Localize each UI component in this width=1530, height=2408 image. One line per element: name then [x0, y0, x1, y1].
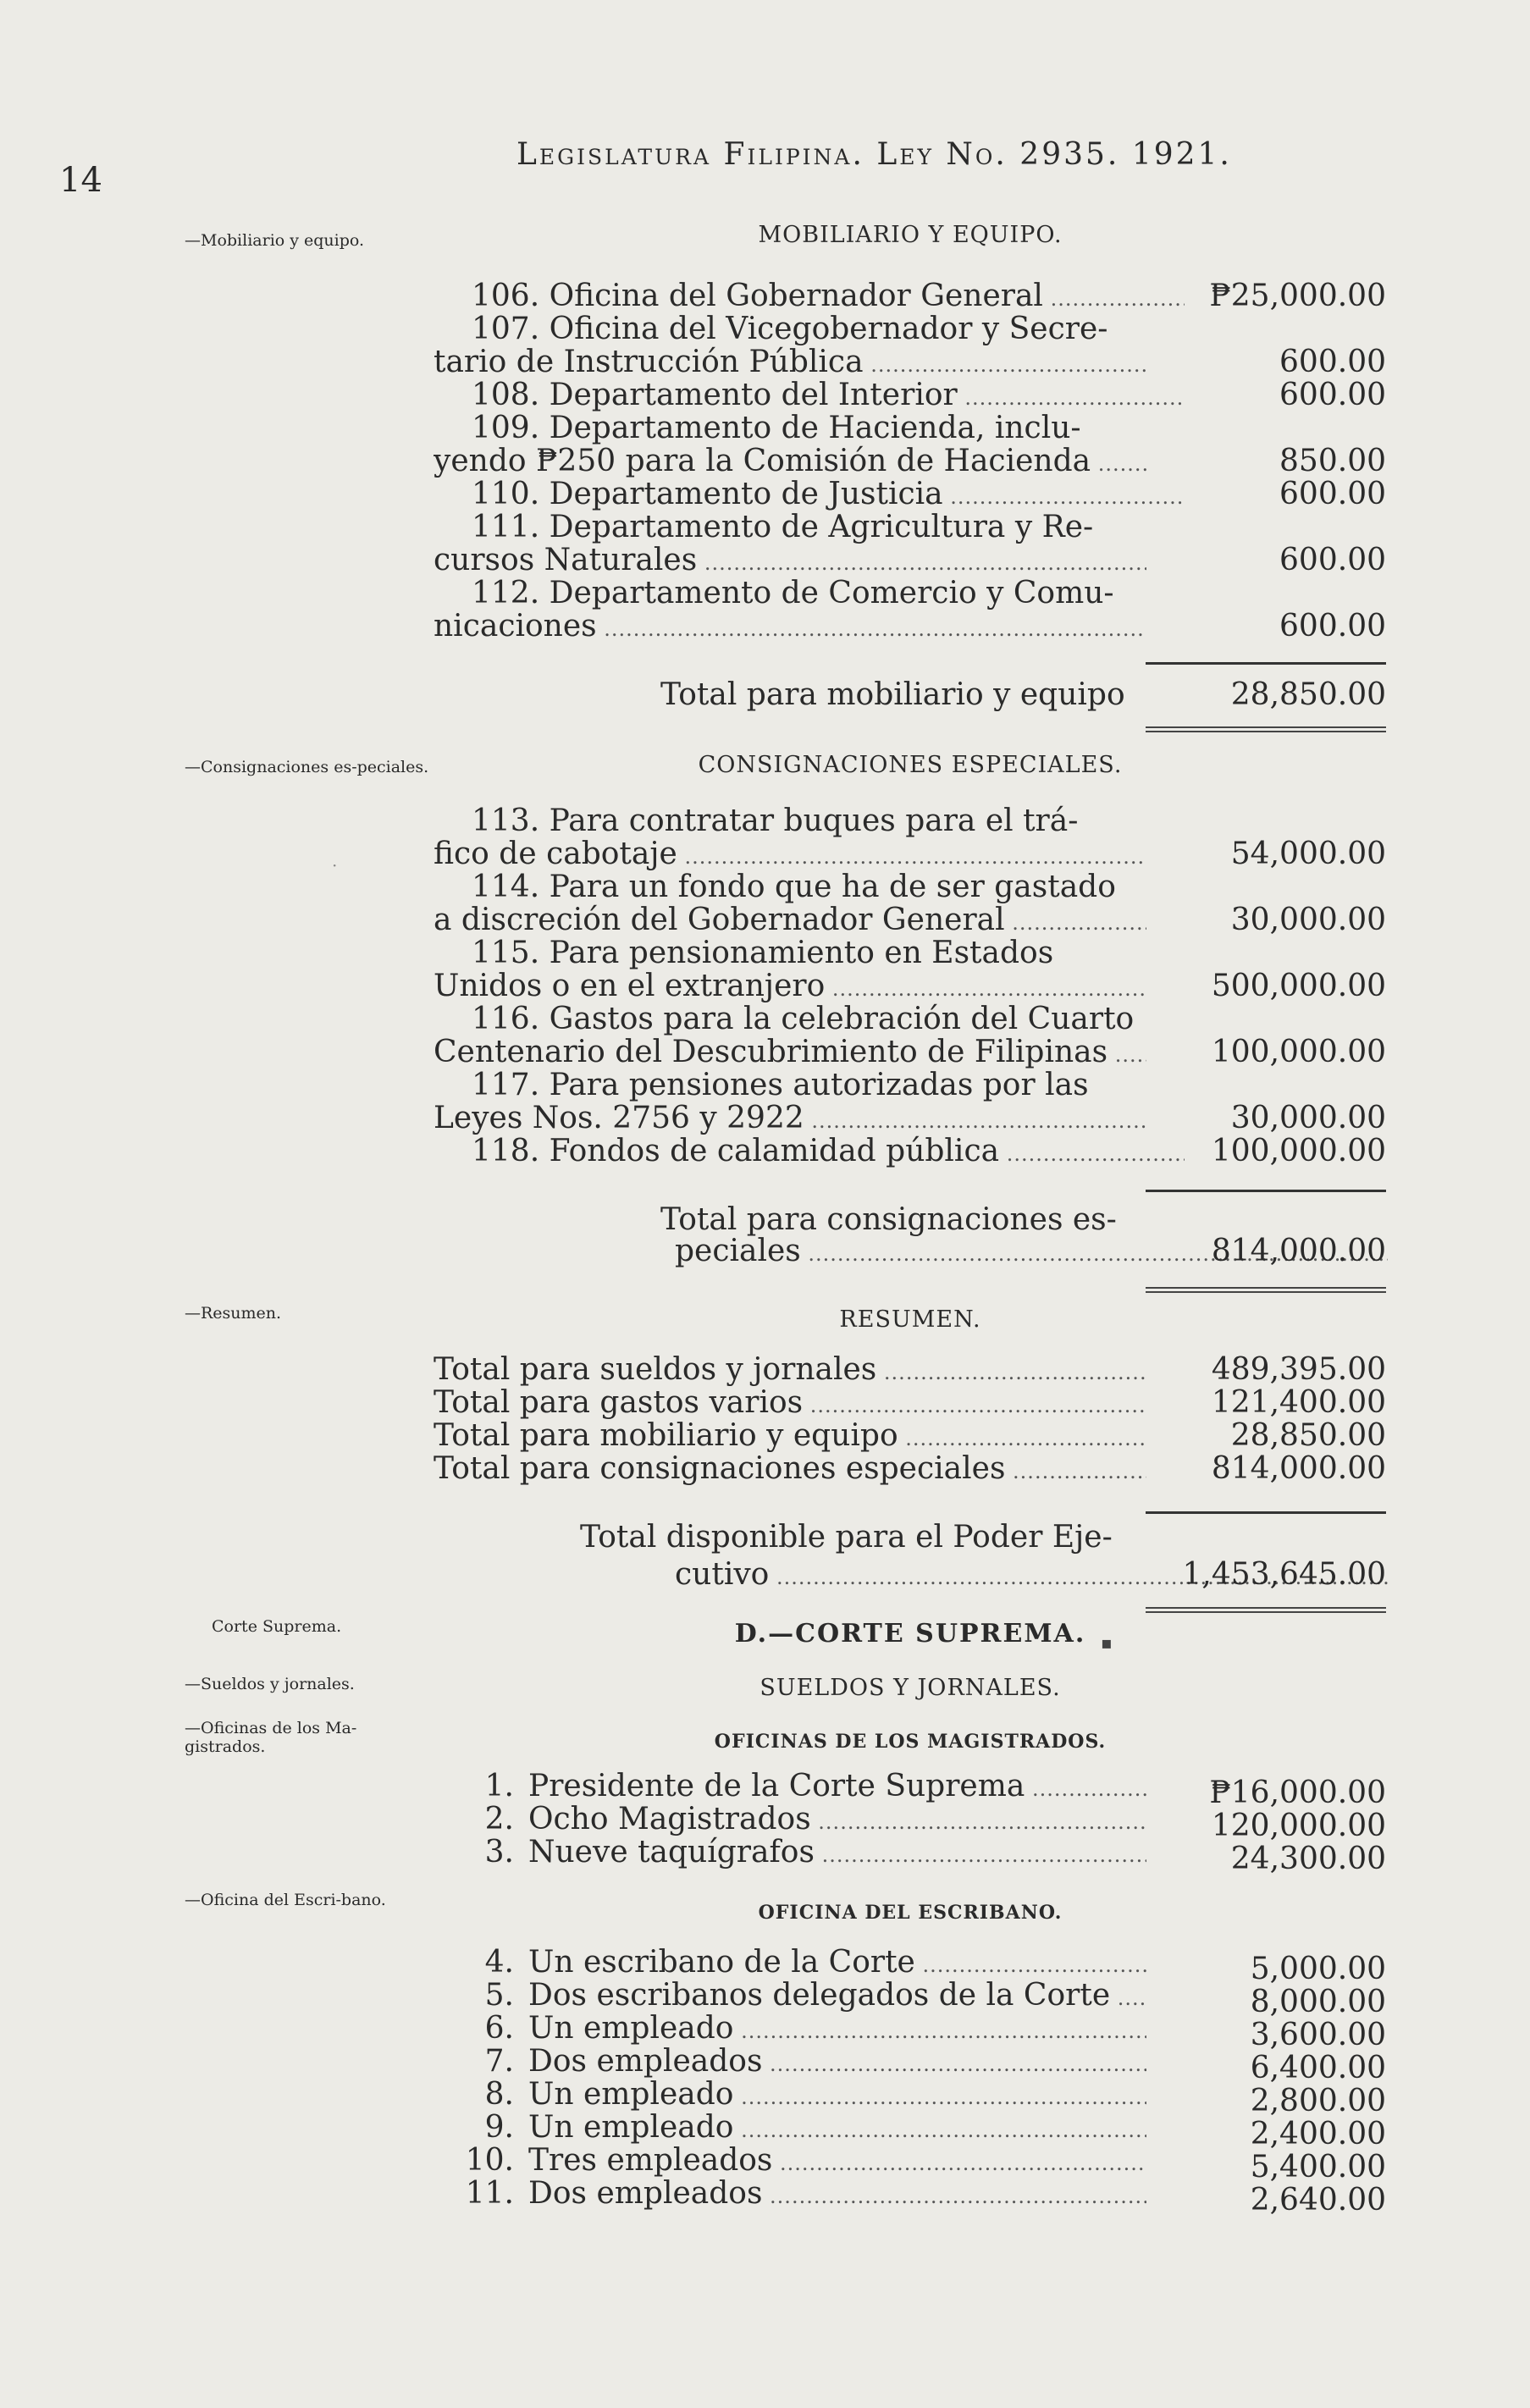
subtotal-rule: [1146, 1190, 1386, 1192]
list-item: [434, 936, 1386, 969]
item-amount: 24,300.00: [1230, 1842, 1386, 1876]
list-item: [434, 969, 1386, 1002]
total-double-rule: [1146, 726, 1386, 732]
item-text: 118. Fondos de calamidad pública .....: [434, 1135, 1185, 1171]
item-amount: 30,000.00: [1230, 903, 1386, 937]
heading-sueldos: SUELDOS Y JORNALES.: [759, 1675, 1061, 1701]
item-amount: 100,000.00: [1211, 1035, 1386, 1069]
list-item: [434, 445, 1386, 478]
item-text: Leyes Nos. 2756 y 2922 .....: [434, 1102, 1146, 1138]
item-amount: ₱16,000.00: [1209, 1776, 1386, 1810]
list-item: [434, 1353, 1386, 1386]
margin-note-escribano: —Oficina del Escri-bano.: [185, 1891, 386, 1909]
total-amount-consignaciones: 814,000.00: [1211, 1234, 1386, 1268]
item-text: fico de cabotaje .....: [434, 837, 1146, 874]
item-amount: 600.00: [1279, 378, 1386, 412]
item-amount: 2,400.00: [1250, 2117, 1386, 2151]
item-text: Centenario del Descubrimiento de Filipinas .....: [434, 1036, 1146, 1072]
item-amount: 600.00: [1279, 477, 1386, 511]
item-text: a discreción del Gobernador General .....: [434, 903, 1146, 940]
list-item: [434, 804, 1386, 837]
item-number: 1.: [484, 1769, 514, 1803]
list-resumen: [434, 1353, 1386, 1485]
list-item: [434, 1135, 1386, 1168]
item-text: Unidos o en el extranjero .....: [434, 969, 1146, 1006]
heading-corte: D.—CORTE SUPREMA.: [734, 1619, 1086, 1649]
item-amount: 30,000.00: [1230, 1101, 1386, 1135]
item-amount: 2,640.00: [1250, 2183, 1386, 2217]
list-item: [434, 1978, 1386, 2019]
item-text: Presidente de la Corte Suprema .....: [528, 1770, 1146, 1806]
item-text: Dos empleados .....: [528, 2177, 1146, 2213]
item-amount: 54,000.00: [1230, 837, 1386, 871]
item-text: tario de Instrucción Pública .....: [434, 345, 1146, 382]
page-number: 14: [59, 161, 102, 200]
item-text: 110. Departamento de Justicia .....: [434, 478, 1185, 514]
item-number: 4.: [484, 1945, 514, 1980]
list-item: [434, 1386, 1386, 1419]
heading-mobiliario: MOBILIARIO Y EQUIPO.: [758, 222, 1063, 248]
item-amount: 600.00: [1279, 609, 1386, 643]
list-item: [434, 2143, 1386, 2184]
list-item: [434, 1452, 1386, 1485]
item-text: nicaciones .....: [434, 610, 1146, 646]
margin-note-consignaciones: —Consignaciones es-peciales.: [185, 758, 429, 776]
list-item: [434, 577, 1386, 610]
item-amount: 8,000.00: [1250, 1985, 1386, 2019]
item-number: 6.: [484, 2011, 514, 2046]
item-text: Un empleado .....: [528, 2078, 1146, 2114]
item-text: 116. Gastos para la celebración del Cuarto: [472, 1002, 1135, 1036]
list-magistrados: [434, 1769, 1386, 1876]
total-amount-resumen: 1,453,645.00: [1182, 1557, 1386, 1592]
margin-note-magistrados: —Oficinas de los Ma-gistrados.: [185, 1719, 357, 1756]
item-amount: 5,400.00: [1250, 2150, 1386, 2184]
item-text: 107. Oficina del Vicegobernador y Secre-: [472, 312, 1108, 346]
subtotal-rule: [1146, 1511, 1386, 1514]
item-text: Dos escribanos delegados de la Corte .....: [528, 1979, 1146, 2015]
list-item: [434, 1002, 1386, 1036]
heading-resumen: RESUMEN.: [839, 1306, 981, 1333]
item-amount: 120,000.00: [1211, 1809, 1386, 1843]
total-label-consignaciones-1: Total para consignaciones es-: [660, 1202, 1117, 1237]
list-mobiliario: [434, 279, 1386, 643]
item-text: yendo ₱250 para la Comisión de Hacienda .....: [434, 445, 1146, 481]
item-text: 114. Para un fondo que ha de ser gastado: [472, 870, 1116, 904]
item-amount: 6,400.00: [1250, 2051, 1386, 2085]
list-item: [434, 544, 1386, 577]
item-text: 109. Departamento de Hacienda, inclu-: [472, 411, 1081, 445]
item-text: 106. Oficina del Gobernador General .....: [434, 279, 1185, 316]
heading-magistrados: OFICINAS DE LOS MAGISTRADOS.: [714, 1731, 1107, 1753]
item-number: 11.: [465, 2176, 514, 2211]
item-text: 111. Departamento de Agricultura y Re-: [472, 511, 1094, 544]
item-text: Nueve taquígrafos .....: [528, 1836, 1146, 1872]
item-text: Ocho Magistrados .....: [528, 1803, 1146, 1839]
item-text: Total para gastos varios .....: [434, 1386, 1146, 1422]
item-number: 10.: [465, 2143, 514, 2178]
total-label-mobiliario: Total para mobiliario y equipo: [660, 677, 1125, 712]
list-item: [434, 1769, 1386, 1810]
item-amount: ₱25,000.00: [1209, 279, 1386, 313]
subtotal-rule: [1146, 662, 1386, 665]
list-item: [434, 837, 1386, 870]
list-item: [434, 903, 1386, 936]
item-text: cursos Naturales .....: [434, 544, 1146, 580]
list-item: [434, 2176, 1386, 2217]
heading-escribano: OFICINA DEL ESCRIBANO.: [758, 1902, 1063, 1924]
item-amount: 600.00: [1279, 543, 1386, 577]
item-number: 8.: [484, 2077, 514, 2112]
item-amount: 600.00: [1279, 345, 1386, 379]
item-amount: 850.00: [1279, 444, 1386, 478]
item-amount: 5,000.00: [1250, 1952, 1386, 1986]
list-item: [434, 411, 1386, 445]
margin-note-corte: Corte Suprema.: [212, 1617, 342, 1636]
item-text: Tres empleados .....: [528, 2144, 1146, 2180]
list-item: [434, 378, 1386, 411]
list-item: [434, 2044, 1386, 2085]
list-consignaciones: [434, 804, 1386, 1168]
item-number: 7.: [484, 2044, 514, 2079]
item-text: Total para consignaciones especiales .....: [434, 1452, 1146, 1488]
heading-consignaciones: CONSIGNACIONES ESPECIALES.: [698, 752, 1123, 778]
item-amount: 100,000.00: [1211, 1134, 1386, 1168]
margin-note-sueldos: —Sueldos y jornales.: [185, 1675, 355, 1693]
item-amount: 814,000.00: [1211, 1451, 1386, 1486]
item-amount: 2,800.00: [1250, 2084, 1386, 2118]
item-text: 113. Para contratar buques para el trá-: [472, 804, 1079, 838]
list-item: [434, 2110, 1386, 2151]
total-label-resumen-2: cutivo .....: [434, 1558, 1388, 1594]
list-item: [434, 1419, 1386, 1452]
item-text: Un empleado .....: [528, 2111, 1146, 2147]
list-item: [434, 345, 1386, 378]
list-item: [434, 1945, 1386, 1986]
total-label-consignaciones-2: peciales .....: [434, 1234, 1388, 1271]
list-item: [434, 511, 1386, 544]
list-item: [434, 2077, 1386, 2118]
item-amount: 3,600.00: [1250, 2018, 1386, 2052]
list-item: [434, 312, 1386, 345]
list-item: [434, 279, 1386, 312]
margin-note-mobiliario: —Mobiliario y equipo.: [185, 231, 365, 250]
item-text: 108. Departamento del Interior .....: [434, 378, 1185, 415]
running-head-text: Legislatura Filipina. Ley No. 2935. 1921.: [516, 137, 1232, 172]
item-number: 3.: [484, 1835, 514, 1870]
item-text: Un escribano de la Corte .....: [528, 1946, 1146, 1982]
item-number: 9.: [484, 2110, 514, 2145]
scan-speck: ·: [332, 855, 338, 875]
list-item: [434, 478, 1386, 511]
item-text: Total para sueldos y jornales .....: [434, 1353, 1146, 1389]
item-text: 117. Para pensiones autorizadas por las: [472, 1069, 1089, 1102]
item-number: 5.: [484, 1978, 514, 2013]
total-row-resumen: [434, 1558, 1386, 1591]
list-item: [434, 870, 1386, 903]
item-number: 2.: [484, 1802, 514, 1836]
list-item: [434, 610, 1386, 643]
list-item: [434, 2011, 1386, 2052]
item-amount: 500,000.00: [1211, 969, 1386, 1003]
total-double-rule: [1146, 1607, 1386, 1613]
list-item: [434, 1069, 1386, 1102]
total-amount-mobiliario: 28,850.00: [1230, 677, 1386, 712]
item-amount: 28,850.00: [1230, 1418, 1386, 1453]
item-amount: 489,395.00: [1211, 1352, 1386, 1387]
item-amount: 121,400.00: [1211, 1385, 1386, 1420]
scan-speck: ▪: [1101, 1632, 1113, 1653]
list-item: [434, 1102, 1386, 1135]
list-item: [434, 1036, 1386, 1069]
item-text: Dos empleados .....: [528, 2045, 1146, 2081]
total-double-rule: [1146, 1287, 1386, 1293]
margin-note-resumen: —Resumen.: [185, 1304, 282, 1323]
item-text: 115. Para pensionamiento en Estados: [472, 936, 1054, 970]
item-text: Un empleado .....: [528, 2012, 1146, 2048]
total-row-consignaciones: [434, 1234, 1386, 1268]
list-escribano: [434, 1945, 1386, 2217]
list-item: [434, 1835, 1386, 1876]
item-text: Total para mobiliario y equipo .....: [434, 1419, 1146, 1455]
running-head: [516, 137, 1232, 172]
total-label-resumen-1: Total disponible para el Poder Eje-: [580, 1520, 1113, 1555]
list-item: [434, 1802, 1386, 1843]
item-text: 112. Departamento de Comercio y Comu-: [472, 577, 1114, 610]
